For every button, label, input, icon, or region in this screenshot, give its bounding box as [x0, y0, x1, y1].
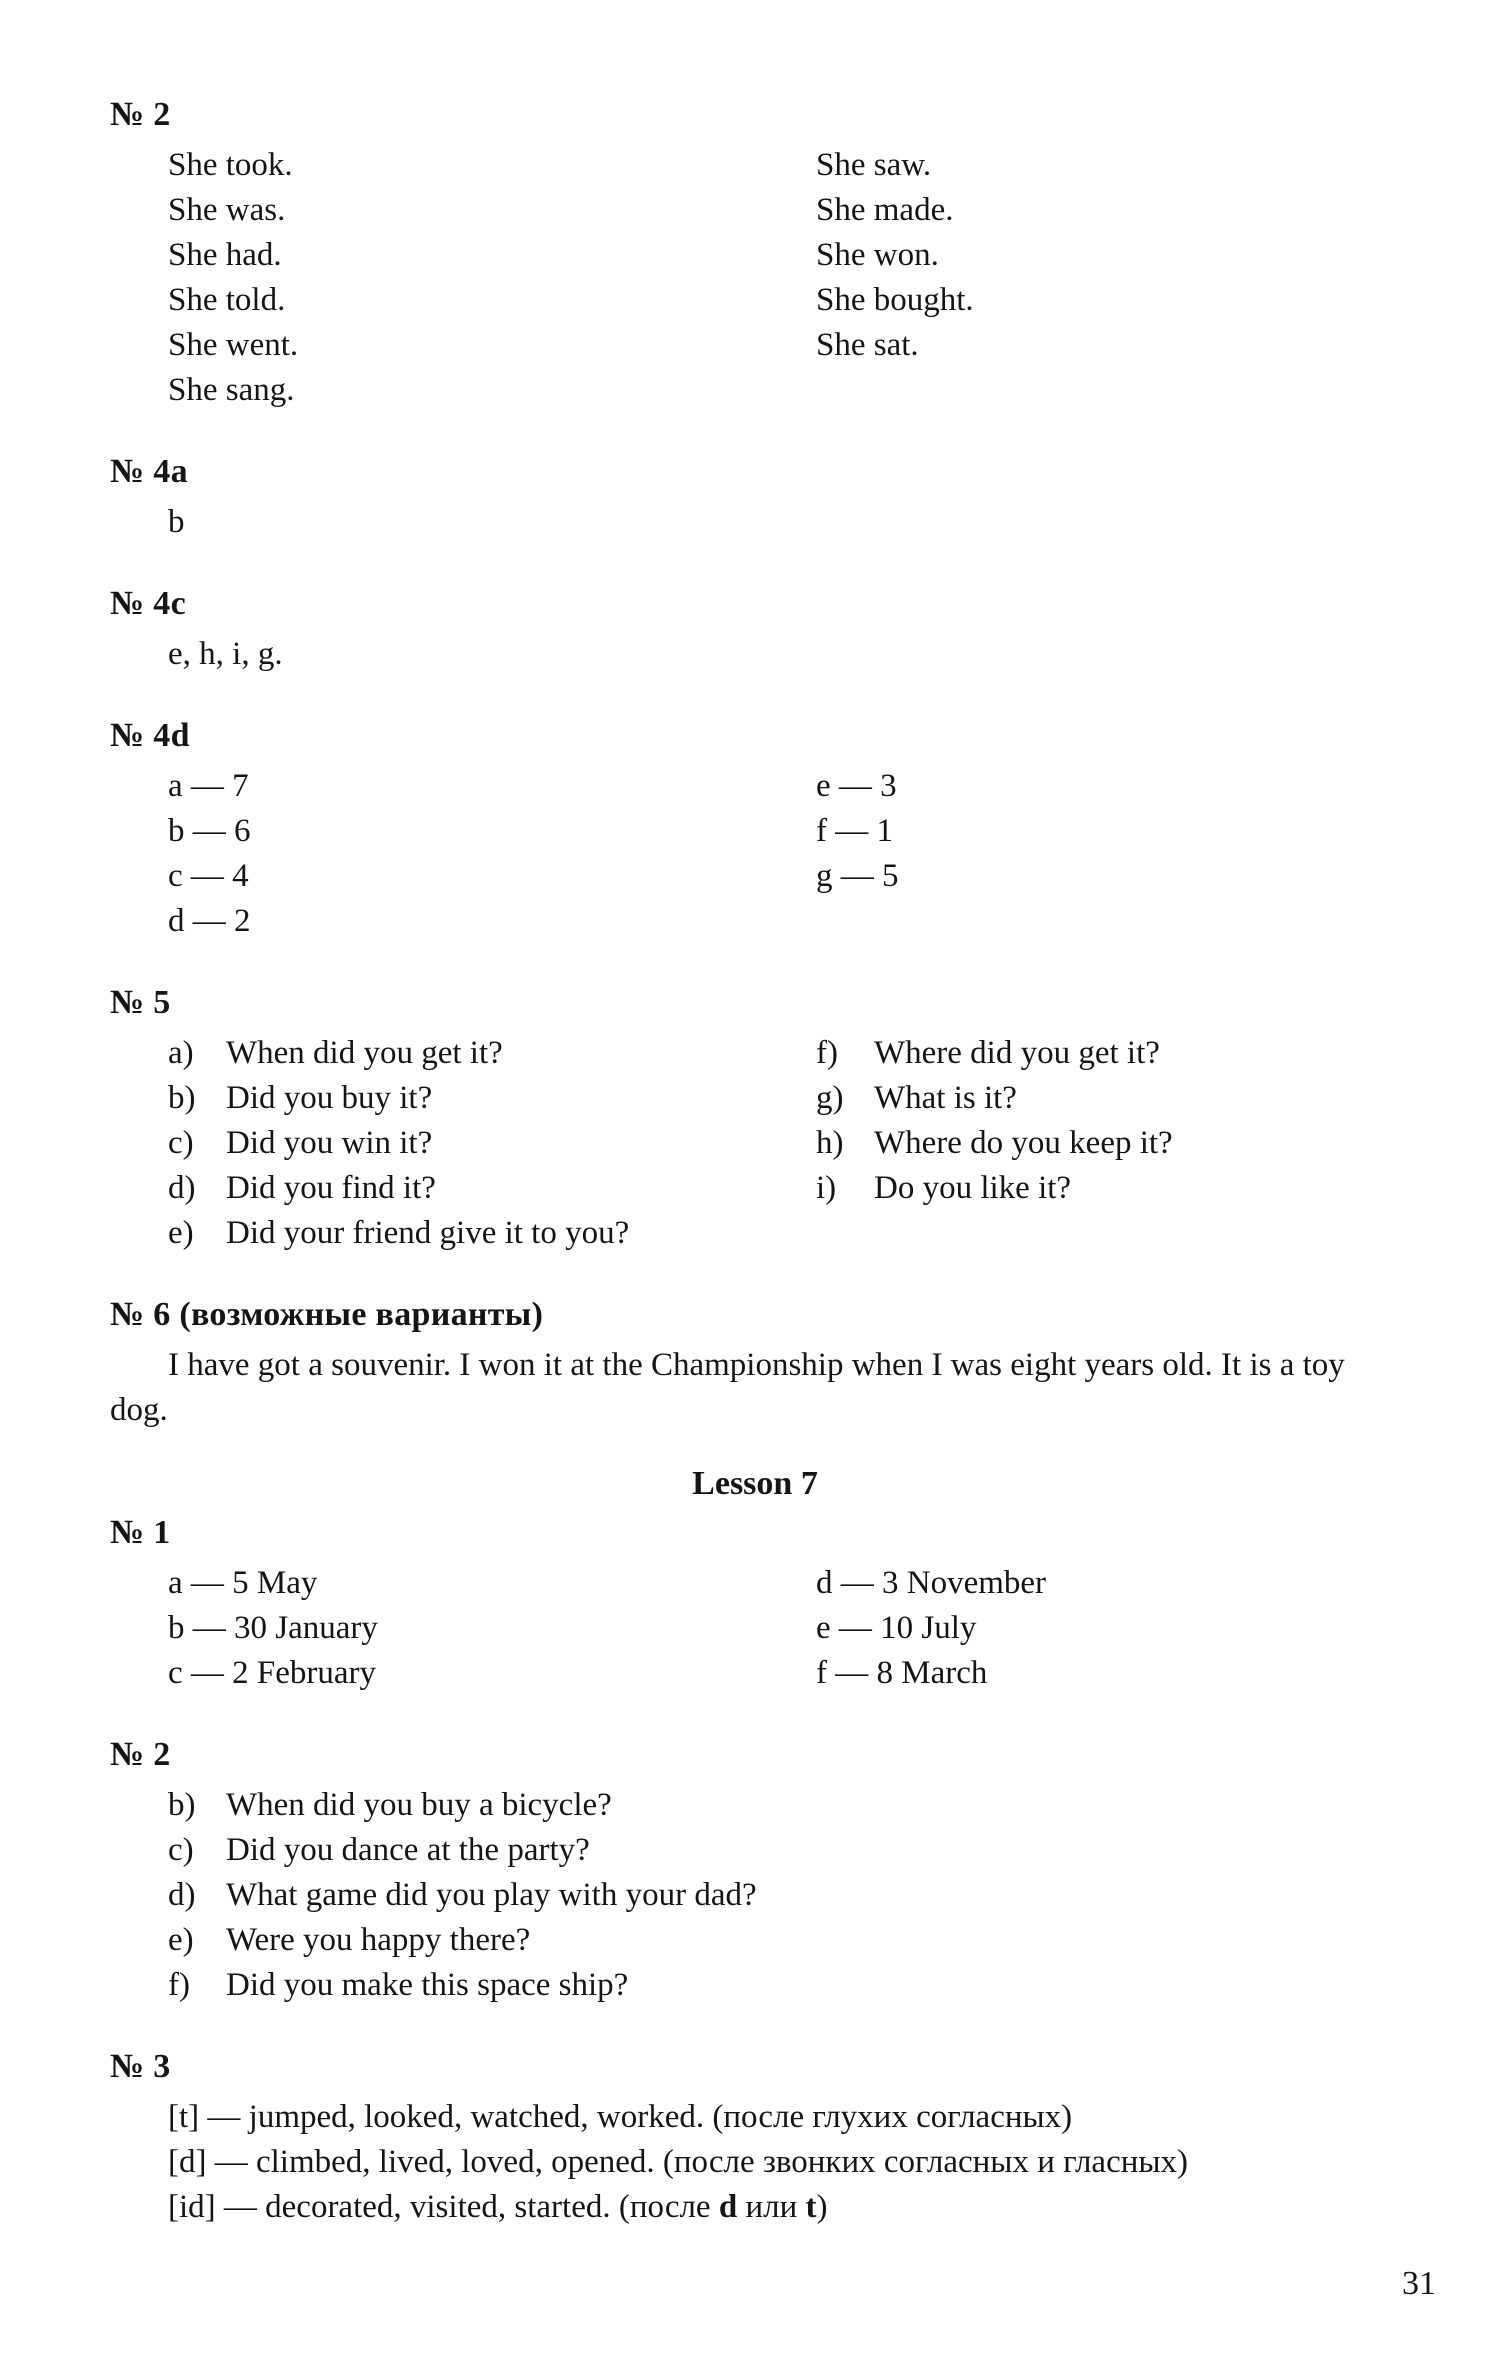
- exercise-heading: № 3: [110, 2048, 171, 2085]
- question-text: Where do you keep it?: [874, 1125, 1173, 1161]
- exercise-4d-left-column: [168, 764, 816, 944]
- question-text: When did you get it?: [226, 1035, 503, 1071]
- question-line: [816, 1076, 1434, 1121]
- lesson7-exercise-2-list: [168, 1783, 1434, 2008]
- matching-line: d — 3 November: [816, 1565, 1047, 1601]
- exercise-heading: № 2: [110, 96, 171, 133]
- answer-line: She went.: [168, 327, 299, 363]
- matching-line: g — 5: [816, 858, 899, 894]
- matching-line: a — 7: [168, 768, 249, 804]
- bold-letter-t: t: [805, 2189, 817, 2225]
- answer-line: b: [168, 504, 185, 540]
- question-line: [168, 1873, 1434, 1918]
- exercise-5-left-column: [168, 1031, 816, 1256]
- pronunciation-rule-line: [d] — climbed, lived, loved, opened. (после звонких согласных и гласных): [168, 2144, 1189, 2180]
- exercise-5-right-column: [816, 1031, 1434, 1256]
- question-text: Did your friend give it to you?: [226, 1215, 630, 1251]
- matching-line: a — 5 May: [168, 1565, 318, 1601]
- exercise-heading: № 1: [110, 1514, 171, 1551]
- question-line: [816, 1166, 1434, 1211]
- matching-line: d — 2: [168, 903, 251, 939]
- item-label: h): [816, 1125, 844, 1161]
- question-text: Did you find it?: [226, 1170, 436, 1206]
- exercise-5-columns: [168, 1031, 1434, 1256]
- question-line: [168, 1783, 1434, 1828]
- item-label: a): [168, 1035, 194, 1071]
- exercise-heading: № 6 (возможные варианты): [110, 1296, 544, 1333]
- item-label: i): [816, 1170, 837, 1206]
- lesson7-exercise-1-columns: [168, 1561, 1434, 1696]
- question-text: Did you make this space ship?: [226, 1967, 629, 2003]
- matching-line: f — 1: [816, 813, 893, 849]
- answer-line: She made.: [816, 192, 954, 228]
- rule-text: ): [816, 2189, 828, 2225]
- matching-line: c — 4: [168, 858, 249, 894]
- section-lesson7-exercise-3: [110, 2044, 1434, 2230]
- question-text: Did you win it?: [226, 1125, 433, 1161]
- sample-answer-paragraph: I have got a souvenir. I won it at the Championship when I was eight years old. It is a toy dog.: [110, 1347, 1345, 1428]
- exercise-2-columns: [168, 143, 1434, 413]
- question-line: [168, 1828, 1434, 1873]
- question-line: [168, 1963, 1434, 2008]
- bold-letter-d: d: [718, 2189, 738, 2225]
- lesson7-exercise-3-list: [168, 2095, 1434, 2230]
- section-lesson7-exercise-2: [110, 1732, 1434, 2008]
- question-line: [168, 1918, 1434, 1963]
- pronunciation-rule-line: [t] — jumped, looked, watched, worked. (после глухих согласных): [168, 2099, 1073, 2135]
- lesson7-exercise-1-left-column: [168, 1561, 816, 1696]
- matching-line: e — 10 July: [816, 1610, 977, 1646]
- question-line: [816, 1121, 1434, 1166]
- matching-line: f — 8 March: [816, 1655, 988, 1691]
- answer-line: She sang.: [168, 372, 295, 408]
- question-text: When did you buy a bicycle?: [226, 1787, 612, 1823]
- item-label: e): [168, 1215, 194, 1251]
- matching-line: c — 2 February: [168, 1655, 377, 1691]
- item-label: f): [168, 1967, 190, 2003]
- matching-line: e — 3: [816, 768, 897, 804]
- exercise-heading: № 4a: [110, 453, 188, 490]
- item-label: e): [168, 1922, 194, 1958]
- question-line: [168, 1031, 816, 1076]
- question-text: Were you happy there?: [226, 1922, 531, 1958]
- question-text: Do you like it?: [874, 1170, 1072, 1206]
- answer-line: She took.: [168, 147, 293, 183]
- answer-line: She told.: [168, 282, 286, 318]
- exercise-heading: № 4d: [110, 717, 190, 754]
- question-line: [168, 1166, 816, 1211]
- exercise-heading: № 5: [110, 984, 171, 1021]
- section-exercise-4d: [110, 713, 1434, 944]
- answer-line: e, h, i, g.: [168, 636, 283, 672]
- exercise-4d-columns: [168, 764, 1434, 944]
- exercise-2-right-column: [816, 143, 1434, 413]
- item-label: f): [816, 1035, 838, 1071]
- exercise-heading: № 2: [110, 1736, 171, 1773]
- answer-line: She won.: [816, 237, 939, 273]
- question-line: [816, 1031, 1434, 1076]
- exercise-2-left-column: [168, 143, 816, 413]
- question-text: Did you dance at the party?: [226, 1832, 590, 1868]
- page-number: 31: [1402, 2265, 1436, 2302]
- item-label: d): [168, 1877, 196, 1913]
- section-lesson7-exercise-1: [110, 1510, 1434, 1696]
- section-exercise-6: [110, 1292, 1434, 1433]
- answer-line: She was.: [168, 192, 286, 228]
- item-label: c): [168, 1832, 194, 1868]
- rule-text: или: [737, 2189, 806, 2225]
- pronunciation-rule-line: [168, 2185, 1434, 2230]
- rule-text: [id] — decorated, visited, started. (после: [168, 2189, 719, 2225]
- matching-line: b — 30 January: [168, 1610, 378, 1646]
- answer-line: She sat.: [816, 327, 919, 363]
- item-label: g): [816, 1080, 844, 1116]
- question-text: Did you buy it?: [226, 1080, 433, 1116]
- lesson7-exercise-1-right-column: [816, 1561, 1434, 1696]
- lesson-title: Lesson 7: [692, 1465, 818, 1502]
- exercise-4d-right-column: [816, 764, 1434, 944]
- matching-line: b — 6: [168, 813, 251, 849]
- question-line: [168, 1211, 816, 1256]
- section-exercise-4c: [110, 581, 1434, 677]
- question-text: What is it?: [874, 1080, 1017, 1116]
- section-exercise-4a: [110, 449, 1434, 545]
- item-label: b): [168, 1080, 196, 1116]
- section-exercise-2: [110, 92, 1434, 413]
- item-label: b): [168, 1787, 196, 1823]
- item-label: c): [168, 1125, 194, 1161]
- answer-line: She bought.: [816, 282, 974, 318]
- question-line: [168, 1121, 816, 1166]
- question-text: Where did you get it?: [874, 1035, 1160, 1071]
- answer-line: She had.: [168, 237, 282, 273]
- question-line: [168, 1076, 816, 1121]
- answer-line: She saw.: [816, 147, 932, 183]
- section-exercise-5: [110, 980, 1434, 1256]
- exercise-heading: № 4c: [110, 585, 186, 622]
- question-text: What game did you play with your dad?: [226, 1877, 757, 1913]
- item-label: d): [168, 1170, 196, 1206]
